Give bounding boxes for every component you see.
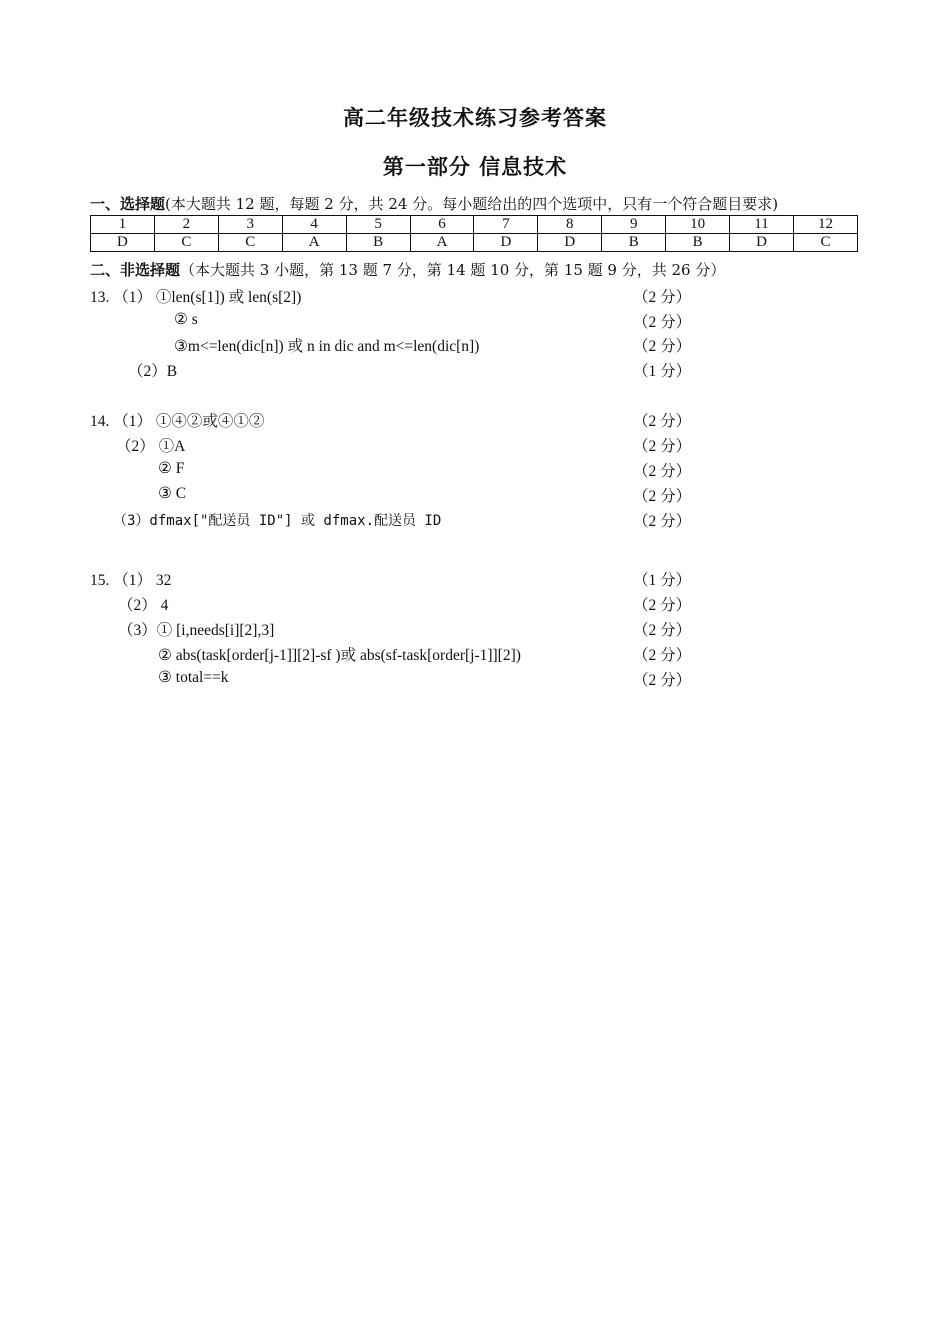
table-cell: C [793, 234, 857, 252]
q15-part2-answer: （2） 4 [118, 597, 169, 614]
score-label: （2 分） [633, 438, 692, 455]
q14-part2-answer-a: （2） ①A [116, 438, 186, 455]
answer-key-table [90, 215, 858, 252]
q13-part1-answer-a: 13. （1） ①len(s[1]) 或 len(s[2]) [90, 289, 302, 306]
table-cell: B [346, 234, 410, 252]
free-response-label: 二、非选择题 [90, 261, 181, 279]
table-cell: 3 [218, 216, 282, 234]
score-label: （2 分） [633, 413, 692, 430]
score-label: （2 分） [633, 289, 692, 306]
q14-part2-answer-c: ③ C [158, 485, 187, 502]
free-response-description: （本大题共 3 小题，第 13 题 7 分，第 14 题 10 分，第 15 题 9 分，共 26 分） [180, 261, 726, 279]
score-label: （2 分） [633, 513, 692, 530]
table-cell: 8 [538, 216, 602, 234]
q15-part3-answer-a: （3）① [i,needs[i][2],3] [118, 622, 275, 639]
question-number-row [91, 216, 858, 234]
score-label: （2 分） [633, 672, 692, 689]
table-cell: B [602, 234, 666, 252]
q15-part3-answer-c: ③ total==k [158, 669, 229, 686]
score-label: （2 分） [633, 463, 692, 480]
table-cell: 5 [346, 216, 410, 234]
table-cell: 6 [410, 216, 474, 234]
q14-part1-answer: 14. （1） ①④②或④①② [90, 413, 265, 430]
table-cell: 4 [282, 216, 346, 234]
table-cell: 7 [474, 216, 538, 234]
q13-part2-answer: （2）B [128, 363, 178, 380]
table-cell: D [730, 234, 794, 252]
table-cell: 10 [666, 216, 730, 234]
q13-part1-answer-b: ② s [174, 311, 198, 328]
table-cell: 12 [793, 216, 857, 234]
q14-part2-answer-b: ② F [158, 460, 185, 477]
score-label: （2 分） [633, 488, 692, 505]
score-label: （2 分） [633, 647, 692, 664]
score-label: （2 分） [633, 314, 692, 331]
table-cell: 2 [154, 216, 218, 234]
q14-part3-answer: （3）dfmax["配送员 ID"] 或 dfmax.配送员 ID [113, 513, 442, 529]
multiple-choice-heading [90, 193, 778, 214]
section-title: 第一部分 信息技术 [382, 155, 568, 179]
table-cell: C [154, 234, 218, 252]
score-label: （1 分） [633, 572, 692, 589]
score-label: （2 分） [633, 622, 692, 639]
score-label: （2 分） [633, 338, 692, 355]
table-cell: D [474, 234, 538, 252]
free-response-heading [90, 259, 725, 280]
table-cell: C [218, 234, 282, 252]
multiple-choice-label: 一、选择题 [90, 195, 166, 213]
table-cell: D [91, 234, 155, 252]
table-cell: B [666, 234, 730, 252]
score-label: （2 分） [633, 597, 692, 614]
table-cell: 9 [602, 216, 666, 234]
table-cell: A [410, 234, 474, 252]
score-label: （1 分） [633, 363, 692, 380]
q15-part3-answer-b: ② abs(task[order[j-1]][2]-sf )或 abs(sf-task[order[j-1]][2]) [158, 647, 521, 664]
table-cell: D [538, 234, 602, 252]
table-cell: 11 [730, 216, 794, 234]
multiple-choice-description: (本大题共 12 题，每题 2 分，共 24 分。每小题给出的四个选项中，只有一个符合题目要求) [165, 195, 779, 213]
page-title: 高二年级技术练习参考答案 [343, 106, 607, 130]
q15-part1-answer: 15. （1） 32 [90, 572, 172, 589]
table-cell: A [282, 234, 346, 252]
answer-row [91, 234, 858, 252]
q13-part1-answer-c: ③m<=len(dic[n]) 或 n in dic and m<=len(dic[n]) [174, 338, 480, 355]
table-cell: 1 [91, 216, 155, 234]
